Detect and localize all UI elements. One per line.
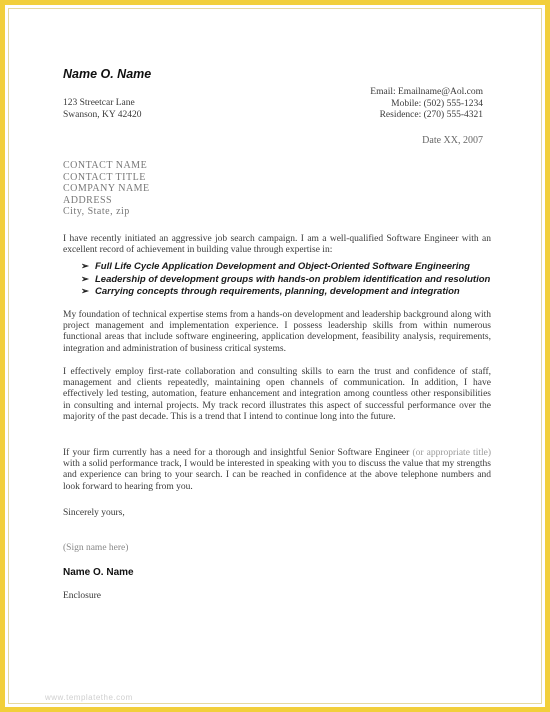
signature-name: Name O. Name: [63, 567, 134, 578]
paragraph-intro: I have recently initiated an aggressive job search campaign. I am a well-qualified Software Engineer with an excellent record of achievement in building value through expertise in:: [63, 234, 491, 256]
sender-name: Name O. Name: [63, 67, 152, 81]
sender-contact: [370, 87, 483, 122]
letter-date: Date XX, 2007: [422, 135, 483, 146]
sender-street: 123 Streetcar Lane: [63, 98, 135, 108]
paragraph-collaboration: I effectively employ first-rate collaboration and consulting skills to earn the trust and confidence of staff, management and clients repeatedly, maintaining open channels of communication. In addition, I have effectively led testing, automation, feature enhancement and integration among countless other responsibilities in consulting and internal projects. My track record illustrates this aspect of successful performance over the majority of the past decade. This is a trend that I intend to continue long into the future.: [63, 367, 491, 422]
expertise-list: [81, 261, 491, 299]
list-item: ➢ Full Life Cycle Application Development and Object-Oriented Software Engineering: [81, 261, 470, 272]
arrow-bullet-icon: ➢: [81, 273, 89, 285]
title-note: (or appropriate title): [412, 448, 491, 458]
sender-mobile: Mobile: (502) 555-1234: [391, 98, 483, 109]
arrow-bullet-icon: ➢: [81, 286, 89, 297]
recipient-city-state-zip: City, State, zip: [63, 206, 130, 217]
sender-email: Email: Emailname@Aol.com: [370, 87, 483, 97]
closing-salutation: Sincerely yours,: [63, 508, 125, 518]
signature-placeholder: (Sign name here): [63, 543, 129, 553]
list-item: ➢ Leadership of development groups with hands-on problem identification and resolution: [81, 273, 491, 285]
recipient-address: ADDRESS: [63, 194, 113, 206]
enclosure-note: Enclosure: [63, 591, 101, 601]
paragraph-closing-request: If your firm currently has a need for a thorough and insightful Senior Software Engineer (or appropriate title) with a solid performance track, I would be interested in speaking with you to discuss the value that my strengths and experience can bring to your search. I can be reached in confidence at the above telephone numbers and look forward to hearing from you.: [63, 448, 491, 492]
list-item: ➢ Carrying concepts through requirements, planning, development and integration: [81, 286, 460, 297]
recipient-block: [63, 160, 150, 218]
sender-residence: Residence: (270) 555-4321: [379, 110, 483, 120]
sender-address: [63, 98, 142, 121]
recipient-company-name: COMPANY NAME: [63, 183, 150, 194]
sender-city: Swanson, KY 42420: [63, 109, 142, 120]
watermark: www.templatethe.com: [45, 693, 133, 702]
arrow-bullet-icon: ➢: [81, 261, 89, 272]
paragraph-foundation: My foundation of technical expertise stems from a hands-on development and leadership background along with project management and implementation experience. I possess leadership skills from within numerous functional areas that include software engineering, application development, feasibility analysis, requirements, integration and administration of business critical systems.: [63, 310, 491, 354]
recipient-contact-name: CONTACT NAME: [63, 160, 148, 171]
recipient-contact-title: CONTACT TITLE: [63, 171, 146, 183]
